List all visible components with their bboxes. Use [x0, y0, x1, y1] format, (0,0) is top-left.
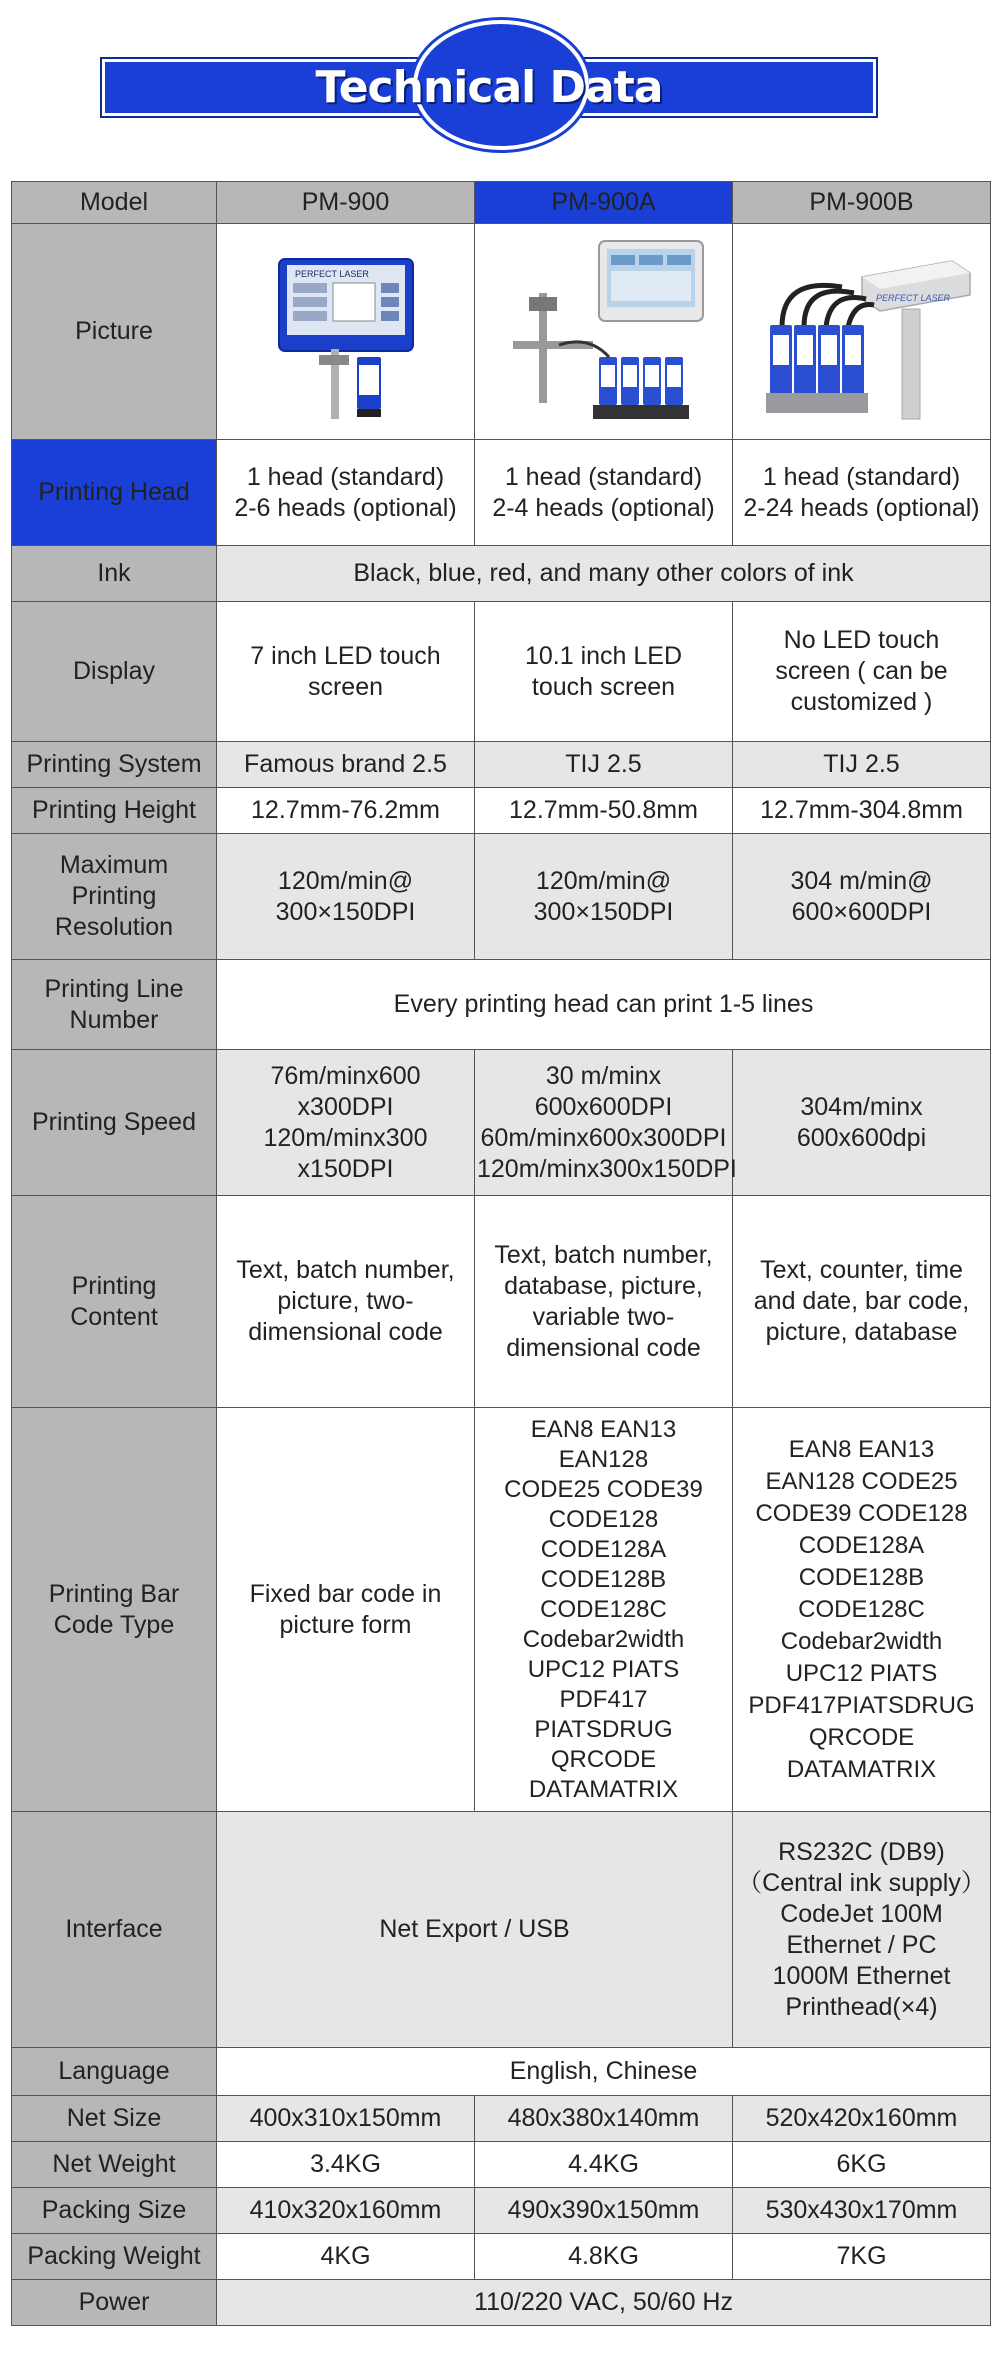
- printer-pm900-image: [261, 237, 431, 427]
- label-printing-content: Printing Content: [12, 1196, 217, 1408]
- label-bar-code: Printing Bar Code Type: [12, 1408, 217, 1812]
- table-row-ink: [12, 546, 991, 602]
- page-title: Technical Data: [315, 62, 663, 113]
- cell-text: 7 inch LED touch screen: [217, 602, 475, 742]
- table-row-net-weight: [12, 2142, 991, 2188]
- cell-text: 1 head (standard) 2-4 heads (optional): [475, 440, 733, 546]
- printer-pm900b-image: [752, 237, 972, 427]
- cell-text: 110/220 VAC, 50/60 Hz: [217, 2280, 991, 2326]
- label-packing-weight: Packing Weight: [12, 2234, 217, 2280]
- cell-text: Famous brand 2.5: [217, 742, 475, 788]
- label-net-weight: Net Weight: [12, 2142, 217, 2188]
- cell-text: 4.4KG: [475, 2142, 733, 2188]
- cell-text: Text, batch number, database, picture, variable two- dimensional code: [475, 1196, 733, 1408]
- label-power: Power: [12, 2280, 217, 2326]
- table-row-packing-size: [12, 2188, 991, 2234]
- cell-text: Net Export / USB: [217, 1812, 733, 2048]
- table-row-picture: [12, 224, 991, 440]
- table-row-printing-system: [12, 742, 991, 788]
- table-row-line-number: [12, 960, 991, 1050]
- table-row-printing-height: [12, 788, 991, 834]
- table-row-display: [12, 602, 991, 742]
- cell-text: Text, batch number, picture, two- dimensional code: [217, 1196, 475, 1408]
- table-row-net-size: [12, 2096, 991, 2142]
- cell-text: Text, counter, time and date, bar code, picture, database: [733, 1196, 991, 1408]
- label-max-resolution: Maximum Printing Resolution: [12, 834, 217, 960]
- table-row-language: [12, 2048, 991, 2096]
- table-row-printing-speed: [12, 1050, 991, 1196]
- cell-text: 6KG: [733, 2142, 991, 2188]
- cell-text: EAN8 EAN13 EAN128 CODE25 CODE39 CODE128 CODE128A CODE128B CODE128C Codebar2width UPC12 PIATS PDF417PIATSDRUG QRCODE DATAMATRIX: [733, 1408, 991, 1812]
- table-row-interface: [12, 1812, 991, 2048]
- cell-text: 12.7mm-50.8mm: [475, 788, 733, 834]
- label-interface: Interface: [12, 1812, 217, 2048]
- table-row-bar-code: [12, 1408, 991, 1812]
- label-ink: Ink: [12, 546, 217, 602]
- table-row-printing-content: [12, 1196, 991, 1408]
- label-picture: Picture: [12, 224, 217, 440]
- cell-text: 10.1 inch LED touch screen: [475, 602, 733, 742]
- cell-text: 76m/minx600 x300DPI 120m/minx300 x150DPI: [217, 1050, 475, 1196]
- cell-text: 7KG: [733, 2234, 991, 2280]
- cell-text: RS232C (DB9) （Central ink supply） CodeJet 100M Ethernet / PC 1000M Ethernet Printhead(×4): [733, 1812, 991, 2048]
- label-line-number: Printing Line Number: [12, 960, 217, 1050]
- table-row-printing-head: [12, 440, 991, 546]
- label-net-size: Net Size: [12, 2096, 217, 2142]
- label-printing-head: Printing Head: [12, 440, 217, 546]
- label-packing-size: Packing Size: [12, 2188, 217, 2234]
- cell-text: Every printing head can print 1-5 lines: [217, 960, 991, 1050]
- cell-text: No LED touch screen ( can be customized ): [733, 602, 991, 742]
- cell-text: 1 head (standard) 2-24 heads (optional): [733, 440, 991, 546]
- picture-pm900b: [733, 224, 991, 440]
- table-row-packing-weight: [12, 2234, 991, 2280]
- header-pm900b: PM-900B: [733, 182, 991, 224]
- header-pm900: PM-900: [217, 182, 475, 224]
- label-printing-height: Printing Height: [12, 788, 217, 834]
- pm900-logo-text: PERFECT LASER: [294, 268, 369, 279]
- cell-text: 304m/minx 600x600dpi: [733, 1050, 991, 1196]
- cell-text: 1 head (standard) 2-6 heads (optional): [217, 440, 475, 546]
- cell-text: 400x310x150mm: [217, 2096, 475, 2142]
- cell-text: English, Chinese: [217, 2048, 991, 2096]
- label-printing-speed: Printing Speed: [12, 1050, 217, 1196]
- cell-text: 520x420x160mm: [733, 2096, 991, 2142]
- cell-text: TIJ 2.5: [733, 742, 991, 788]
- cell-text: 120m/min@ 300×150DPI: [475, 834, 733, 960]
- picture-pm900a: [475, 224, 733, 440]
- cell-text: 530x430x170mm: [733, 2188, 991, 2234]
- cell-text: 12.7mm-304.8mm: [733, 788, 991, 834]
- picture-pm900: [217, 224, 475, 440]
- cell-text: 120m/min@ 300×150DPI: [217, 834, 475, 960]
- header-pm900a: PM-900A: [475, 182, 733, 224]
- header-model: Model: [12, 182, 217, 224]
- pm900b-logo-text: PERFECT LASER: [875, 292, 950, 303]
- table-row-header: [12, 182, 991, 224]
- label-printing-system: Printing System: [12, 742, 217, 788]
- cell-text: 4.8KG: [475, 2234, 733, 2280]
- title-banner: [0, 0, 1000, 170]
- table-row-power: [12, 2280, 991, 2326]
- cell-text: Fixed bar code in picture form: [217, 1408, 475, 1812]
- table-row-max-resolution: [12, 834, 991, 960]
- cell-text: 490x390x150mm: [475, 2188, 733, 2234]
- cell-text: 12.7mm-76.2mm: [217, 788, 475, 834]
- cell-text: 4KG: [217, 2234, 475, 2280]
- cell-text: TIJ 2.5: [475, 742, 733, 788]
- printer-pm900a-image: [499, 237, 709, 427]
- cell-text: 3.4KG: [217, 2142, 475, 2188]
- label-language: Language: [12, 2048, 217, 2096]
- spec-table: [11, 181, 991, 2326]
- cell-text: EAN8 EAN13 EAN128 CODE25 CODE39 CODE128 CODE128A CODE128B CODE128C Codebar2width UPC12 PIATS PDF417 PIATSDRUG QRCODE DATAMATRIX: [475, 1408, 733, 1812]
- cell-text: 410x320x160mm: [217, 2188, 475, 2234]
- cell-text: 30 m/minx 600x600DPI 60m/minx600x300DPI 120m/minx300x150DPI: [475, 1050, 733, 1196]
- cell-text: 480x380x140mm: [475, 2096, 733, 2142]
- label-display: Display: [12, 602, 217, 742]
- cell-text: 304 m/min@ 600×600DPI: [733, 834, 991, 960]
- cell-text: Black, blue, red, and many other colors of ink: [217, 546, 991, 602]
